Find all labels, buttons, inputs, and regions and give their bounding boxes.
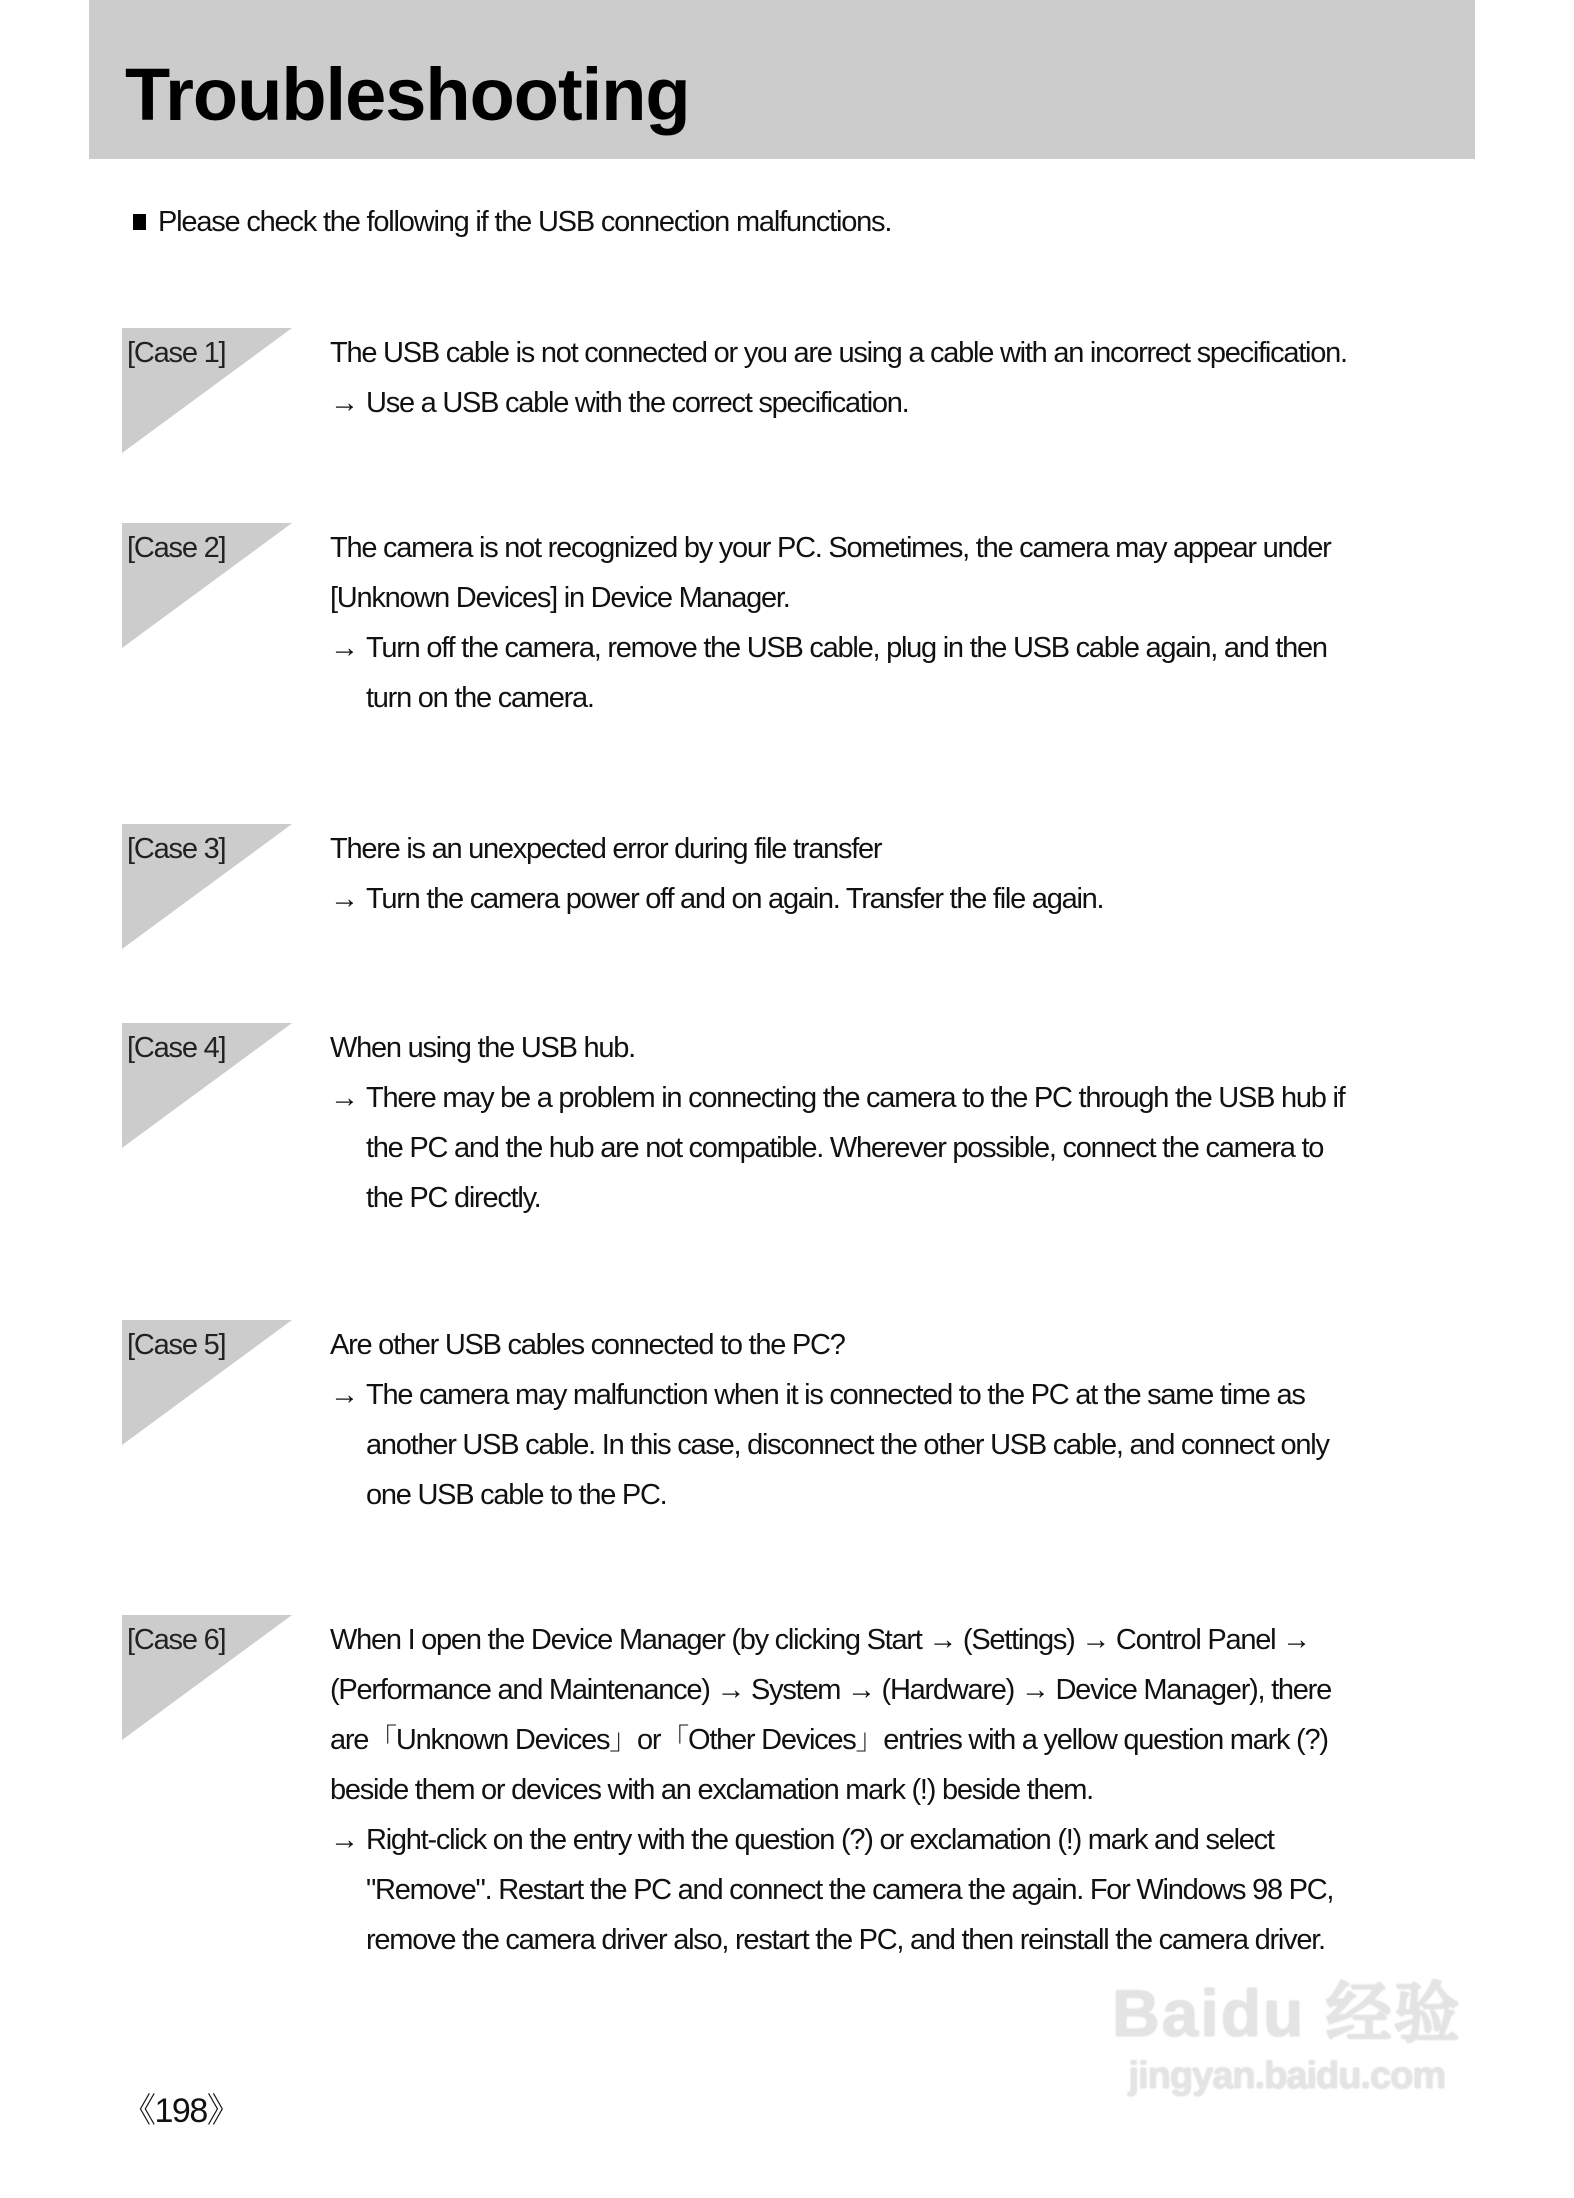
case-line-text: beside them or devices with an exclamation mark (!) beside them. (330, 1774, 1093, 1806)
case-line-text: There is an unexpected error during file transfer (330, 833, 882, 865)
case-text (330, 523, 1460, 723)
case-line-text: (Performance and Maintenance) → System → (Hardware) → Device Manager), there (330, 1674, 1331, 1706)
watermark-url: jingyan.baidu.com (1128, 2055, 1446, 2097)
case-line (330, 1615, 1460, 1665)
case-text (330, 824, 1460, 924)
case-line (330, 1370, 1460, 1420)
intro-label: Please check the following if the USB connection malfunctions. (158, 206, 892, 238)
arrow-icon: → (330, 883, 358, 915)
case-line (330, 824, 1460, 874)
case-label: [Case 2] (127, 532, 226, 564)
case-line (330, 623, 1460, 673)
case-line-text: When I open the Device Manager (by clicking Start → (Settings) → Control Panel → (330, 1624, 1310, 1656)
arrow-icon: → (330, 1379, 358, 1411)
page-title: Troubleshooting (125, 53, 690, 136)
case-line-text: the PC directly. (366, 1182, 541, 1214)
case-line-text: another USB cable. In this case, disconnect the other USB cable, and connect only (366, 1429, 1329, 1461)
case-label: [Case 3] (127, 833, 226, 865)
arrow-icon: → (330, 632, 358, 664)
case-line (330, 378, 1460, 428)
case-line (330, 673, 1460, 723)
case-line (330, 1173, 1460, 1223)
case-line (330, 1320, 1460, 1370)
case-line-text: turn on the camera. (366, 682, 594, 714)
case-line (330, 1123, 1460, 1173)
case-line (330, 328, 1460, 378)
case-line-text: The USB cable is not connected or you are using a cable with an incorrect specification. (330, 337, 1347, 369)
case-line (330, 1665, 1460, 1715)
case-text (330, 1023, 1460, 1223)
case-label: [Case 4] (127, 1032, 226, 1064)
case-line (330, 1865, 1460, 1915)
case-label: [Case 1] (127, 337, 226, 369)
case-line (330, 1470, 1460, 1520)
arrow-icon: → (330, 1824, 358, 1856)
case-line (330, 1715, 1460, 1765)
case-label: [Case 5] (127, 1329, 226, 1361)
case-label: [Case 6] (127, 1624, 226, 1656)
watermark-brand: Baidu 经验 (1112, 1976, 1462, 2050)
case-line-text: the PC and the hub are not compatible. Wherever possible, connect the camera to (366, 1132, 1324, 1164)
case-line-text: Turn the camera power off and on again. Transfer the file again. (366, 883, 1104, 915)
case-line (330, 1815, 1460, 1865)
case-line-text: remove the camera driver also, restart the PC, and then reinstall the camera driver. (366, 1924, 1325, 1956)
arrow-icon: → (330, 387, 358, 419)
case-line (330, 874, 1460, 924)
case-line-text: "Remove". Restart the PC and connect the camera the again. For Windows 98 PC, (366, 1874, 1334, 1906)
case-line (330, 573, 1460, 623)
case-line (330, 523, 1460, 573)
case-line-text: [Unknown Devices] in Device Manager. (330, 582, 790, 614)
case-line-text: Are other USB cables connected to the PC? (330, 1329, 845, 1361)
case-text (330, 1320, 1460, 1520)
watermark (1112, 1960, 1462, 2098)
case-line-text: The camera may malfunction when it is connected to the PC at the same time as (366, 1379, 1305, 1411)
case-line-text: Use a USB cable with the correct specification. (366, 387, 909, 419)
case-line-text: Turn off the camera, remove the USB cable, plug in the USB cable again, and then (366, 632, 1327, 664)
case-line-text: are「Unknown Devices」or「Other Devices」entries with a yellow question mark (?) (330, 1724, 1328, 1756)
case-line (330, 1915, 1460, 1965)
case-line-text: The camera is not recognized by your PC. Sometimes, the camera may appear under (330, 532, 1331, 564)
case-line-text: Right-click on the entry with the question (?) or exclamation (!) mark and select (366, 1824, 1274, 1856)
case-text (330, 328, 1460, 428)
arrow-icon: → (330, 1082, 358, 1114)
case-line (330, 1420, 1460, 1470)
case-line-text: When using the USB hub. (330, 1032, 635, 1064)
square-bullet-icon (133, 214, 146, 230)
case-line (330, 1765, 1460, 1815)
case-line (330, 1023, 1460, 1073)
case-line (330, 1073, 1460, 1123)
case-line-text: There may be a problem in connecting the camera to the PC through the USB hub if (366, 1082, 1345, 1114)
case-line-text: one USB cable to the PC. (366, 1479, 667, 1511)
page-number: 《198》 (122, 2092, 240, 2130)
case-text (330, 1615, 1460, 1965)
intro-text (133, 204, 891, 240)
